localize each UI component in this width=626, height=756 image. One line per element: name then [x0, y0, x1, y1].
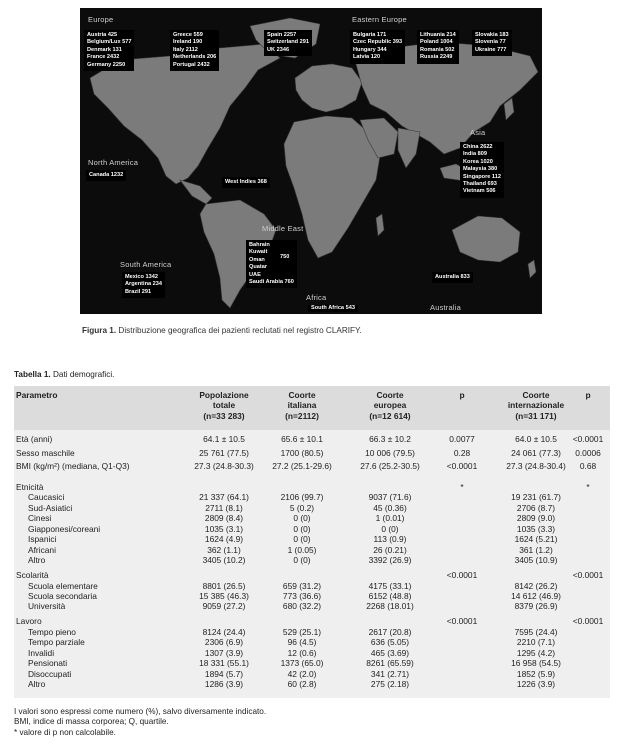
- table-row: [14, 524, 610, 534]
- figure-caption-label: Figura 1.: [82, 326, 117, 335]
- row-label: Pensionati: [28, 658, 68, 669]
- world-map-figure: [80, 8, 542, 314]
- row-label: Lavoro: [16, 616, 42, 627]
- country-count: UAE: [249, 271, 261, 278]
- cell-p-internazionale: <0.0001: [572, 570, 604, 581]
- region-label-africa: Africa: [306, 293, 327, 302]
- cell-coorte-internazionale: 8142 (26.2): [514, 580, 558, 591]
- table-row: [14, 434, 610, 444]
- row-label: Disoccupati: [28, 668, 72, 679]
- region-label-north-america: North America: [88, 158, 139, 167]
- country-count: Latvia 120: [353, 54, 381, 61]
- note-values: I valori sono espressi come numero (%), salvo diversamente indicato.: [14, 707, 267, 716]
- row-label: Tempo parziale: [28, 637, 85, 648]
- cell-coorte-italiana: 1 (0.05): [287, 544, 317, 555]
- europe-shape: [295, 64, 362, 112]
- cell-coorte-italiana: 2106 (99.7): [280, 492, 324, 503]
- row-label: Caucasici: [28, 492, 65, 503]
- table-row: [14, 669, 610, 679]
- india-shape: [398, 128, 420, 168]
- cell-coorte-internazionale: 7595 (24.4): [514, 626, 558, 637]
- country-count: Portugal 2432: [173, 61, 210, 68]
- central-america-shape: [180, 180, 212, 204]
- cell-p-europea: 0.28: [453, 447, 471, 458]
- cell-coorte-internazionale: 19 231 (61.7): [511, 492, 561, 503]
- cell-coorte-italiana: 1373 (65.0): [280, 658, 324, 669]
- cell-coorte-internazionale: 1624 (5.21): [514, 534, 558, 545]
- table-header: [14, 386, 610, 430]
- cell-popolazione: 15 385 (46.3): [199, 591, 249, 601]
- country-count: China 2622: [463, 144, 493, 150]
- cell-p-europea: <0.0001: [446, 616, 478, 627]
- cell-coorte-italiana: 1700 (80.5): [280, 447, 324, 458]
- country-count: Australia 833: [435, 274, 470, 280]
- cell-coorte-italiana: 12 (0.6): [287, 647, 317, 658]
- table-row: [14, 591, 610, 601]
- cell-coorte-italiana: 773 (36.6): [282, 591, 322, 601]
- country-count: Thailand 693: [463, 181, 497, 188]
- country-count: Bulgaria 171: [353, 32, 387, 38]
- table-row: [14, 658, 610, 668]
- table-row: [14, 545, 610, 555]
- box-asia: [460, 142, 504, 198]
- country-count: Denmark 131: [87, 46, 122, 53]
- country-count: UK 2346: [267, 46, 290, 53]
- cell-coorte-internazionale: 16 958 (54.5): [511, 658, 561, 669]
- box-europe-west: [84, 30, 134, 71]
- box-eastern-europe-b: [417, 30, 459, 64]
- row-label: Africani: [28, 544, 56, 555]
- cell-popolazione: 2711 (8.1): [205, 502, 243, 513]
- row-label: BMI (kg/m²) (mediana, Q1-Q3): [16, 460, 130, 471]
- cell-popolazione: 2809 (8.4): [204, 513, 244, 524]
- cell-coorte-italiana: 96 (4.5): [287, 637, 317, 648]
- region-label-middle-east: Middle East: [262, 224, 304, 233]
- box-middle-east: [246, 240, 297, 288]
- cell-popolazione: 18 331 (55.1): [199, 658, 249, 669]
- country-count: Kuwait: [249, 249, 268, 256]
- cell-popolazione: 2306 (6.9): [204, 637, 244, 648]
- header-p-europea: p: [459, 390, 465, 400]
- country-count: West Indies 368: [225, 179, 267, 185]
- cell-popolazione: 64.1 ± 10.5: [203, 434, 245, 444]
- country-count: Russia 2249: [420, 54, 453, 61]
- cell-coorte-europea: 45 (0.36): [373, 502, 407, 513]
- header-parametro: Parametro: [16, 390, 58, 400]
- cell-coorte-italiana: 529 (25.1): [282, 626, 322, 637]
- country-count: India 809: [463, 151, 487, 158]
- country-count: Argentina 234: [125, 281, 162, 288]
- row-label: Cinesi: [28, 513, 52, 524]
- row-label: Altro: [28, 555, 46, 566]
- box-europe-other: [264, 30, 312, 56]
- cell-coorte-internazionale: 2210 (7.1): [516, 637, 556, 648]
- country-count: Switzerland 291: [267, 39, 309, 46]
- table-body: [14, 430, 610, 698]
- note-bmi: BMI, indice di massa corporea; Q, quartile.: [14, 717, 169, 727]
- row-label: Ispanici: [28, 534, 57, 545]
- cell-p-internazionale: <0.0001: [572, 434, 604, 444]
- cell-popolazione: 1035 (3.1): [204, 523, 244, 534]
- row-label: Scolarità: [16, 570, 49, 581]
- country-count: South Africa 543: [311, 305, 355, 311]
- cell-p-internazionale: 0.0006: [575, 447, 601, 458]
- header-coorte-italiana: Coorte italiana (n=2112): [285, 390, 319, 421]
- table-row: [14, 448, 610, 458]
- table-row: [14, 570, 610, 580]
- cell-coorte-internazionale: 2809 (9.0): [516, 513, 556, 524]
- cell-coorte-europea: 3392 (26.9): [368, 555, 412, 566]
- row-label: Tempo pieno: [28, 626, 76, 637]
- cell-popolazione: 9059 (27.2): [202, 601, 246, 612]
- cell-coorte-internazionale: 1852 (5.9): [516, 668, 556, 679]
- cell-coorte-internazionale: 24 061 (77.3): [511, 447, 561, 458]
- country-count: Quatar: [249, 264, 268, 271]
- table-row: [14, 601, 610, 611]
- box-south-america: [122, 272, 165, 298]
- cell-p-internazionale: <0.0001: [572, 616, 604, 627]
- row-label: Età (anni): [16, 434, 53, 444]
- cell-popolazione: 21 337 (64.1): [199, 492, 249, 503]
- country-count: Lithuania 214: [420, 32, 456, 38]
- table-caption-text: Dati demografici.: [50, 370, 115, 379]
- cell-coorte-internazionale: 1226 (3.9): [516, 679, 556, 690]
- cell-p-europea: <0.0001: [446, 460, 478, 471]
- cell-popolazione: 1286 (3.9): [204, 679, 244, 690]
- header-coorte-europea: Coorte europea (n=12 614): [369, 390, 411, 421]
- header-p-internazionale: p: [585, 390, 591, 400]
- cell-coorte-europea: 6152 (48.8): [368, 591, 412, 601]
- country-count: Poland 1004: [420, 39, 453, 46]
- cell-coorte-europea: 341 (2.71): [370, 668, 410, 679]
- cell-p-europea: *: [460, 482, 464, 492]
- row-label: Scuola secondaria: [28, 591, 97, 601]
- cell-p-europea: <0.0001: [446, 570, 478, 581]
- country-count: Bahrain: [249, 242, 270, 248]
- middle-east-total: 750: [280, 254, 290, 260]
- country-count: Vietnam 506: [463, 188, 496, 195]
- header-coorte-internazionale: Coorte internazionale (n=31 171): [507, 390, 565, 421]
- table-row: [14, 503, 610, 513]
- cell-p-europea: 0.0077: [449, 434, 475, 444]
- country-count: Romania 502: [420, 46, 455, 53]
- cell-coorte-europea: 66.3 ± 10.2: [369, 434, 411, 444]
- row-label: Scuola elementare: [28, 580, 98, 591]
- cell-coorte-italiana: 680 (32.2): [282, 601, 322, 612]
- country-count: Netherlands 206: [173, 54, 217, 61]
- country-count: France 2432: [87, 54, 120, 61]
- table-row: [14, 637, 610, 647]
- country-count: Ukraine 777: [475, 46, 507, 53]
- figure-caption-text: Distribuzione geografica dei pazienti reclutati nel registro CLARIFY.: [116, 326, 362, 335]
- box-europe-south: [170, 30, 219, 71]
- country-count: Oman: [249, 256, 265, 263]
- madagascar-shape: [376, 214, 384, 236]
- row-label: Altro: [28, 679, 46, 690]
- row-label: Invalidi: [28, 647, 55, 658]
- cell-coorte-europea: 2268 (18.01): [366, 601, 414, 612]
- africa-shape: [284, 116, 380, 258]
- cell-coorte-europea: 9037 (71.6): [368, 492, 412, 503]
- cell-coorte-internazionale: 14 612 (46.9): [511, 591, 561, 601]
- cell-coorte-italiana: 0 (0): [293, 534, 311, 545]
- cell-coorte-italiana: 0 (0): [293, 523, 311, 534]
- cell-coorte-europea: 465 (3.69): [370, 647, 410, 658]
- country-count: Czec Republic 393: [353, 39, 403, 46]
- cell-coorte-internazionale: 1035 (3.3): [516, 523, 556, 534]
- cell-coorte-europea: 275 (2.18): [370, 679, 410, 690]
- box-canada: [86, 170, 126, 181]
- country-count: Mexico 1342: [125, 274, 158, 280]
- country-count: Ireland 190: [173, 39, 203, 46]
- country-count: Belgium/Lux 577: [87, 39, 132, 46]
- table-caption: [14, 370, 114, 379]
- cell-coorte-internazionale: 64.0 ± 10.5: [515, 434, 557, 444]
- country-count: Austria 425: [87, 32, 118, 38]
- cell-coorte-italiana: 27.2 (25.1-29.6): [272, 460, 332, 471]
- new-zealand-shape: [528, 260, 536, 278]
- cell-coorte-italiana: 65.6 ± 10.1: [281, 434, 323, 444]
- table-row: [14, 679, 610, 689]
- cell-popolazione: 1894 (5.7): [204, 668, 244, 679]
- cell-coorte-internazionale: 8379 (26.9): [514, 601, 558, 612]
- cell-p-internazionale: 0.68: [579, 460, 597, 471]
- cell-coorte-italiana: 0 (0): [293, 555, 311, 566]
- cell-coorte-italiana: 0 (0): [293, 513, 311, 524]
- country-count: Germany 2250: [87, 61, 126, 68]
- table-row: [14, 461, 610, 471]
- row-label: Università: [28, 601, 66, 612]
- table-row: [14, 482, 610, 492]
- figure-caption: [82, 326, 362, 335]
- cell-coorte-italiana: 659 (31.2): [282, 580, 322, 591]
- cell-coorte-italiana: 5 (0.2): [289, 502, 315, 513]
- country-count: Slovakia 183: [475, 32, 509, 38]
- country-count: Spain 2257: [267, 32, 297, 38]
- country-count: Korea 1020: [463, 158, 493, 165]
- table-row: [14, 492, 610, 502]
- country-count: Singapore 112: [463, 173, 501, 180]
- country-count: Malaysia 380: [463, 166, 498, 173]
- cell-coorte-internazionale: 2706 (8.7): [516, 502, 556, 513]
- box-south-africa: [308, 305, 358, 312]
- box-eastern-europe-a: [350, 30, 405, 64]
- cell-popolazione: 25 761 (77.5): [199, 447, 249, 458]
- table-row: [14, 555, 610, 565]
- cell-coorte-europea: 636 (5.05): [370, 637, 410, 648]
- box-australia: [432, 272, 473, 283]
- region-label-australia: Australia: [430, 303, 461, 312]
- table-row: [14, 627, 610, 637]
- box-west-indies: [222, 177, 270, 188]
- header-popolazione: Popolazione totale (n=33 283): [199, 390, 249, 421]
- row-label: Giapponesi/coreani: [28, 523, 101, 534]
- cell-coorte-europea: 113 (0.9): [373, 534, 407, 545]
- cell-popolazione: 362 (1.1): [207, 544, 241, 555]
- cell-coorte-europea: 2617 (20.8): [368, 626, 412, 637]
- region-label-south-america: South America: [120, 260, 172, 269]
- cell-coorte-europea: 0 (0): [381, 523, 399, 534]
- table-row: [14, 616, 610, 626]
- table-notes: [14, 707, 266, 738]
- cell-p-internazionale: *: [586, 482, 590, 492]
- cell-coorte-europea: 1 (0.01): [375, 513, 405, 524]
- australia-shape: [452, 216, 520, 262]
- cell-popolazione: 8801 (26.5): [202, 580, 246, 591]
- table-row: [14, 534, 610, 544]
- table-row: [14, 648, 610, 658]
- row-label: Etnicità: [16, 482, 44, 492]
- cell-coorte-europea: 8261 (65.59): [366, 658, 414, 669]
- region-label-asia: Asia: [470, 128, 486, 137]
- cell-coorte-europea: 27.6 (25.2-30.5): [360, 460, 420, 471]
- cell-popolazione: 1624 (4.9): [204, 534, 244, 545]
- cell-coorte-italiana: 42 (2.0): [287, 668, 317, 679]
- country-count: Saudi Arabia 760: [249, 279, 294, 286]
- cell-coorte-europea: 26 (0.21): [373, 544, 407, 555]
- region-label-europe: Europe: [88, 15, 114, 24]
- cell-coorte-europea: 4175 (33.1): [368, 580, 412, 591]
- cell-coorte-internazionale: 27.3 (24.8-30.4): [506, 460, 566, 471]
- cell-popolazione: 8124 (24.4): [202, 626, 246, 637]
- cell-coorte-europea: 10 006 (79.5): [365, 447, 415, 458]
- row-label: Sud-Asiatici: [28, 502, 73, 513]
- table-row: [14, 581, 610, 591]
- table-row: [14, 513, 610, 523]
- country-count: Canada 1232: [89, 172, 124, 178]
- country-count: Greece 559: [173, 32, 203, 38]
- table-caption-label: Tabella 1.: [14, 370, 51, 379]
- country-count: Slovenia 77: [475, 39, 506, 46]
- cell-coorte-italiana: 60 (2.8): [287, 679, 317, 690]
- cell-coorte-internazionale: 3405 (10.9): [514, 555, 558, 566]
- cell-coorte-internazionale: 361 (1.2): [519, 544, 553, 555]
- country-count: Hungary 344: [353, 46, 387, 53]
- cell-popolazione: 3405 (10.2): [202, 555, 246, 566]
- country-count: Brazil 291: [125, 288, 152, 295]
- cell-popolazione: 1307 (3.9): [204, 647, 244, 658]
- country-count: Italy 2112: [173, 46, 198, 53]
- cell-popolazione: 27.3 (24.8-30.3): [194, 460, 254, 471]
- cell-coorte-internazionale: 1295 (4.2): [516, 647, 556, 658]
- box-eastern-europe-c: [472, 30, 512, 56]
- note-asterisk: * valore di p non calcolabile.: [14, 727, 116, 737]
- region-label-eastern-europe: Eastern Europe: [352, 15, 407, 24]
- row-label: Sesso maschile: [16, 447, 75, 458]
